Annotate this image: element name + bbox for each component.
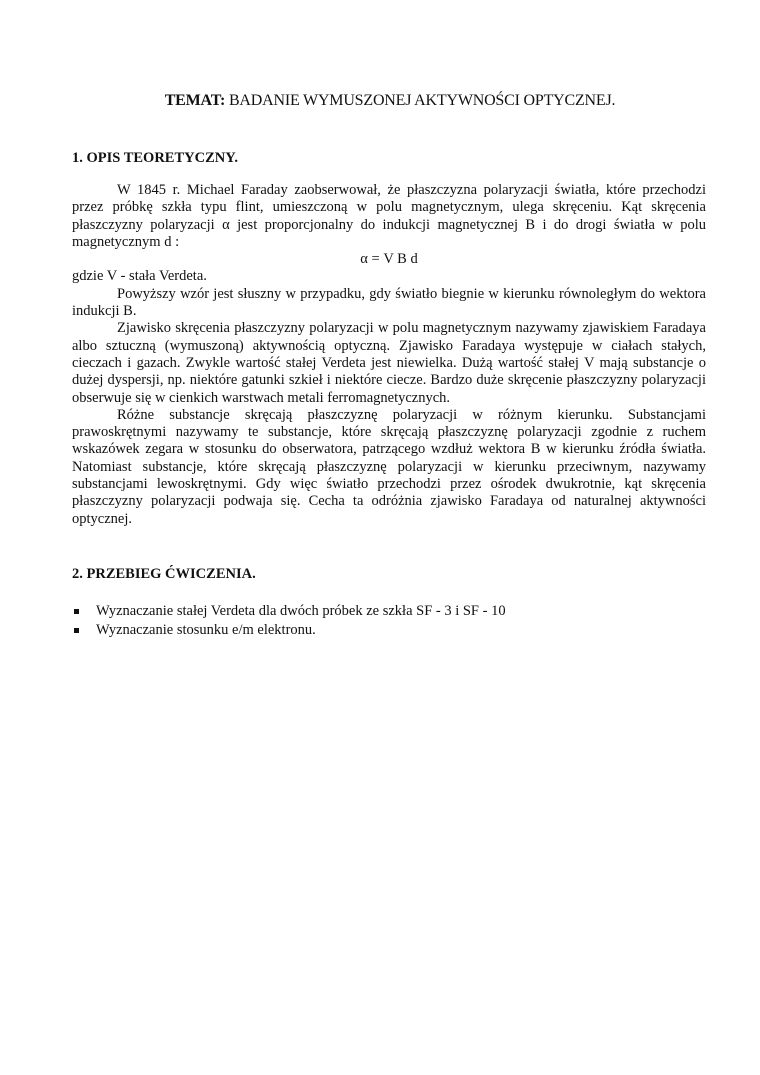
section2-heading: 2. PRZEBIEG ĆWICZENIA.: [72, 566, 256, 582]
formula: α = V B d: [360, 251, 418, 268]
bullet-icon: [74, 609, 79, 614]
bullet-icon: [74, 628, 79, 633]
paragraph-3: Zjawisko skręcenia płaszczyzny polaryzacji w polu magnetycznym nazywamy zjawiskiem Faradaya albo sztuczną (wymuszoną) aktywnością optyczną. Zjawisko Faradaya występuje w ciałach stałych, cieczach i gazach. Zwykle wartość stałej Verdeta jest niewielka. Dużą wartość stałej V mają substancje o dużej dyspersji, np. niektóre gatunki szkieł i niektóre ciecze. Bardzo duże skręcenie płaszczyzny polaryzacji obserwuje się w cienkich warstwach metali ferromagnetycznych.: [72, 320, 706, 406]
title-label: TEMAT:: [164, 92, 226, 109]
list-item-text: Wyznaczanie stosunku e/m elektronu.: [96, 622, 316, 638]
paragraph-1: W 1845 r. Michael Faraday zaobserwował, że płaszczyzna polaryzacji światła, które przechodzi przez próbkę szkła typu flint, umieszczoną w polu magnetycznym, ulega skręceniu. Kąt skręcenia płaszczyzny polaryzacji α jest proporcjonalny do indukcji magnetycznej B i do drogi światła w polu magnetycznym d :: [72, 182, 706, 250]
steps-list: [72, 602, 712, 640]
list-item-text: Wyznaczanie stałej Verdeta dla dwóch próbek ze szkła SF - 3 i SF - 10: [96, 603, 506, 619]
paragraph-4: Różne substancje skręcają płaszczyznę polaryzacji w różnym kierunku. Substancjami prawoskrętnymi nazywamy te substancje, które skręcają płaszczyznę polaryzacji zgodnie z ruchem wskazówek zegara w stosunku do obserwatora, patrzącego wzdłuż wektora B w kierunku źródła światła. Natomiast substancje, które skręcają płaszczyznę polaryzacji w kierunku przeciwnym, nazywamy substancjami lewoskrętnymi. Gdy więc światło przechodzi przez ośrodek dwukrotnie, kąt skręcenia płaszczyzny polaryzacji podwaja się. Cecha ta odróżnia zjawisko Faradaya od naturalnej aktywności optycznej.: [72, 406, 706, 527]
list-item: [72, 602, 712, 621]
section1-body: [72, 182, 706, 528]
list-item: [72, 621, 712, 640]
section1-heading: 1. OPIS TEORETYCZNY.: [72, 150, 238, 166]
paragraph-2: Powyższy wzór jest słuszny w przypadku, gdy światło biegnie w kierunku równoległym do wektora indukcji B.: [72, 285, 706, 320]
title-text: BADANIE WYMUSZONEJ AKTYWNOŚCI OPTYCZNEJ.: [228, 92, 616, 109]
document-title: [0, 92, 760, 110]
where-note: gdzie V - stała Verdeta.: [72, 268, 207, 285]
